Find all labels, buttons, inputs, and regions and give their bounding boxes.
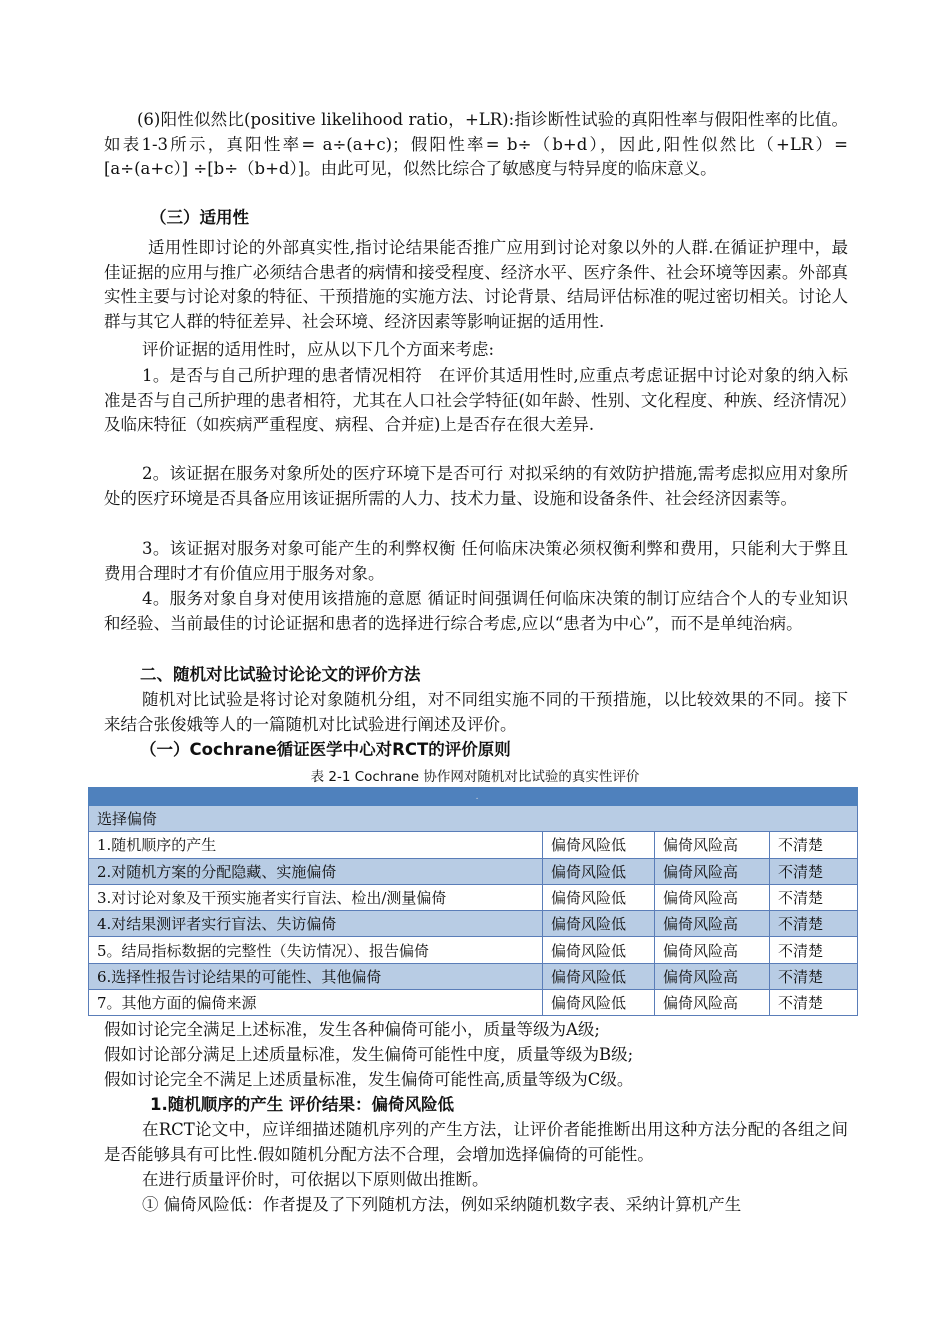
row-unclear: 不清楚 (770, 858, 858, 884)
paragraph-applicability: 适用性即讨论的外部真实性,指讨论结果能否推广应用到讨论对象以外的人群.在循证护理中，最佳证据的应用与推广必须结合患者的病情和接受程度、经济水平、医疗条件、社会环境等因素。外部真实性主要与讨论对象的特征、干预措施的实施方法、讨论背景、结局评估标准的呢过密切相关。讨论人群与其它人群的特征差异、社会环境、经济因素等影响证据的适用性. (104, 238, 848, 331)
paragraph-positive-likelihood-ratio: (6)阳性似然比(positive likelihood ratio，+LR):指诊断性试验的真阳性率与假阳性率的比值。如表1-3所示，真阳性率= a÷(a+c)；假阳性率= b÷（b+d），因此,阳性似然比（+LR）=[a÷(a+c）] ÷[b÷（b+d）]。由此可见，似然比综合了敏感度与特异度的临床意义。 (104, 110, 848, 178)
table-row (89, 963, 858, 989)
table-row (89, 990, 858, 1016)
paragraph-item-1: 1。是否与自己所护理的患者情况相符 在评价其适用性时,应重点考虑证据中讨论对象的纳入标准是否与自己所护理的患者相符，尤其在人口社会学特征(如年龄、性别、文化程度、种族、经济情况）及临床特征（如疾病严重程度、病程、合并症)上是否存在很大差异. (104, 366, 848, 434)
row-unclear: 不清楚 (770, 937, 858, 963)
row-low-risk: 偏倚风险低 (543, 911, 655, 937)
table-header-mark: . (89, 788, 858, 806)
paragraph-item-3: 3。该证据对服务对象可能产生的利弊权衡 任何临床决策必须权衡利弊和费用，只能利大于弊且费用合理时才有价值应用于服务对象。 (104, 539, 848, 583)
table-row (89, 937, 858, 963)
row-low-risk: 偏倚风险低 (543, 832, 655, 858)
table-row (89, 832, 858, 858)
row-high-risk: 偏倚风险高 (655, 911, 770, 937)
paragraph-judgement: 在进行质量评价时，可依据以下原则做出推断。 (142, 1170, 489, 1189)
row-low-risk: 偏倚风险低 (543, 963, 655, 989)
table-section-row (89, 806, 858, 832)
row-item: 2.对随机方案的分配隐藏、实施偏倚 (89, 858, 543, 884)
row-low-risk: 偏倚风险低 (543, 858, 655, 884)
paragraph-item-2: 2。该证据在服务对象所处的医疗环境下是否可行 对拟采纳的有效防护措施,需考虑拟应用对象所处的医疗环境是否具备应用该证据所需的人力、技术力量、设施和设备条件、社会经济因素等。 (104, 464, 848, 508)
row-item: 3.对讨论对象及干预实施者实行盲法、检出/测量偏倚 (89, 884, 543, 910)
paragraph-random-sequence: 在RCT论文中，应详细描述随机序列的产生方法，让评价者能推断出用这种方法分配的各组之间是否能够具有可比性.假如随机分配方法不合理，会增加选择偏倚的可能性。 (104, 1120, 848, 1164)
table-caption: 表 2-1 Cochrane 协作网对随机对比试验的真实性评价 (310, 769, 640, 785)
table-row (89, 858, 858, 884)
row-item: 7。其他方面的偏倚来源 (89, 990, 543, 1016)
row-low-risk: 偏倚风险低 (543, 937, 655, 963)
paragraph-consider: 评价证据的适用性时，应从以下几个方面来考虑: (142, 340, 495, 359)
row-item: 5。结局指标数据的完整性（失访情况）、报告偏倚 (89, 937, 543, 963)
row-high-risk: 偏倚风险高 (655, 858, 770, 884)
heading-rct-method: 二、随机对比试验讨论论文的评价方法 (140, 665, 421, 684)
row-unclear: 不清楚 (770, 963, 858, 989)
table-row (89, 911, 858, 937)
paragraph-grade-a: 假如讨论完全满足上述标准，发生各种偏倚可能小，质量等级为A级; (104, 1020, 600, 1039)
cochrane-table (88, 787, 858, 1016)
row-high-risk: 偏倚风险高 (655, 832, 770, 858)
table-header-bar (89, 788, 858, 806)
row-item: 4.对结果测评者实行盲法、失访偏倚 (89, 911, 543, 937)
paragraph-item-4: 4。服务对象自身对使用该措施的意愿 循证时间强调任何临床决策的制订应结合个人的专业知识和经验、当前最佳的讨论证据和患者的选择进行综合考虑,应以“患者为中心”，而不是单纯治病。 (104, 589, 848, 633)
heading-cochrane: （一）Cochrane循证医学中心对RCT的评价原则 (140, 740, 511, 759)
row-high-risk: 偏倚风险高 (655, 884, 770, 910)
paragraph-rct-intro: 随机对比试验是将讨论对象随机分组，对不同组实施不同的干预措施，以比较效果的不同。接下来结合张俊娥等人的一篇随机对比试验进行阐述及评价。 (104, 690, 848, 734)
row-high-risk: 偏倚风险高 (655, 963, 770, 989)
paragraph-low-risk-criteria: ① 偏倚风险低：作者提及了下列随机方法，例如采纳随机数字表、采纳计算机产生 (142, 1195, 742, 1214)
row-unclear: 不清楚 (770, 911, 858, 937)
heading-random-sequence: 1.随机顺序的产生 评价结果：偏倚风险低 (150, 1095, 454, 1114)
row-item: 1.随机顺序的产生 (89, 832, 543, 858)
row-unclear: 不清楚 (770, 990, 858, 1016)
table-row (89, 884, 858, 910)
paragraph-grade-b: 假如讨论部分满足上述质量标准，发生偏倚可能性中度，质量等级为B级; (104, 1045, 634, 1064)
row-low-risk: 偏倚风险低 (543, 884, 655, 910)
row-low-risk: 偏倚风险低 (543, 990, 655, 1016)
paragraph-grade-c: 假如讨论完全不满足上述质量标准，发生偏倚可能性高,质量等级为C级。 (104, 1070, 634, 1089)
row-unclear: 不清楚 (770, 832, 858, 858)
row-high-risk: 偏倚风险高 (655, 990, 770, 1016)
row-item: 6.选择性报告讨论结果的可能性、其他偏倚 (89, 963, 543, 989)
heading-applicability: （三）适用性 (150, 208, 249, 227)
row-high-risk: 偏倚风险高 (655, 937, 770, 963)
row-unclear: 不清楚 (770, 884, 858, 910)
section-label: 选择偏倚 (89, 806, 858, 832)
